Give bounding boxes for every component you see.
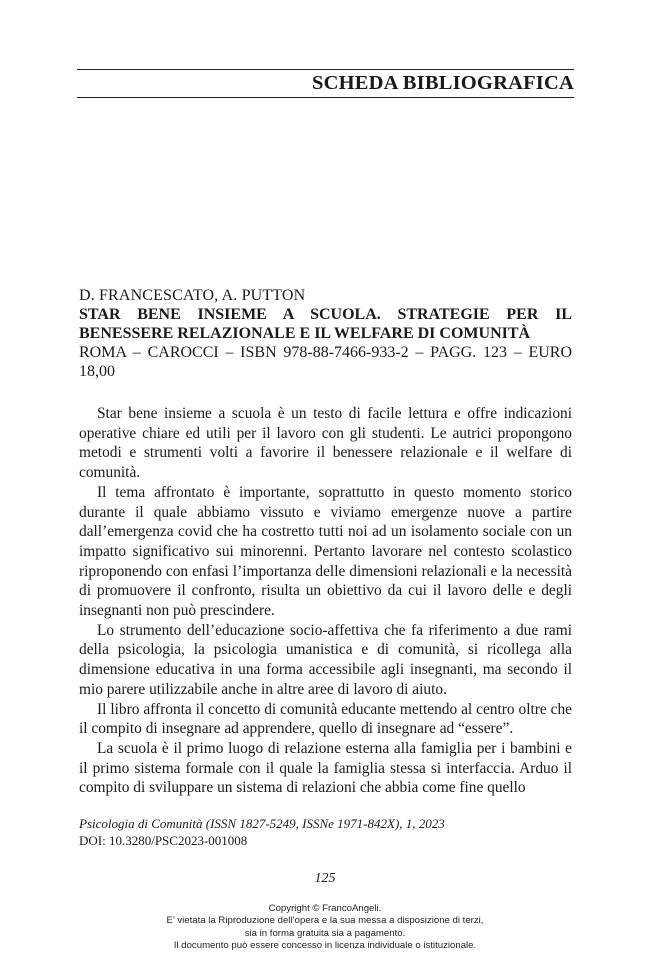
review-paragraph: Lo strumento dell’educazione socio-affettiva che fa riferimento a due rami della psicologia, la psicologia umanistica e di comunità, si ricollega alla dimensione educativa in una forma accessibile agli insegnanti, ma secondo il mio parere utilizzabile anche in altre aree di lavoro di aiuto. (79, 621, 572, 698)
review-paragraph: La scuola è il primo luogo di relazione esterna alla famiglia per i bambini e il primo sistema formale con il quale la famiglia stessa si interfaccia. Arduo il compito di sviluppare un sistema di relazioni che abbia come fine quello (79, 739, 572, 797)
book-title: STAR BENE INSIEME A SCUOLA. STRATEGIE PER IL BENESSERE RELAZIONALE E IL WELFARE DI COMUNITÀ (79, 306, 572, 342)
journal-footer (79, 815, 445, 849)
copyright-line: E’ vietata la Riproduzione dell’opera e la sua messa a disposizione di terzi, (166, 915, 484, 927)
copyright-line: sia in forma gratuita sia a pagamento. (244, 927, 406, 939)
review-paragraph: Il tema affrontato è importante, soprattutto in questo momento storico durante il quale abbiamo vissuto e viviamo emergenze nuove a partire dall’emergenza covid che ha costretto tutti noi ad un isolamento sociale con un impatto significativo sui minorenni. Pertanto lavorare nel contesto scolastico riproponendo con enfasi l’importanza delle dimensioni relazionali e la necessità di promuovere il confronto, risulta un obiettivo da cui il lavoro delle e degli insegnanti non può prescindere. (79, 483, 572, 620)
doi: DOI: 10.3280/PSC2023-001008 (79, 833, 248, 848)
bibliographic-entry (79, 286, 572, 381)
review-body (79, 404, 572, 798)
book-authors: D. FRANCESCATO, A. PUTTON (79, 287, 306, 304)
copyright-line: Copyright © FrancoAngeli. (268, 903, 382, 914)
journal-citation: Psicologia di Comunità (ISSN 1827-5249, ISSNe 1971-842X), 1, 2023 (79, 816, 445, 831)
copyright-line: Il documento può essere concesso in licenza individuale o istituzionale. (173, 939, 477, 951)
header-bottom-rule (77, 97, 574, 98)
book-publication-info: ROMA – CAROCCI – ISBN 978-88-7466-933-2 – PAGG. 123 – EURO 18,00 (79, 344, 572, 380)
page-number: 125 (314, 871, 336, 886)
review-paragraph: Star bene insieme a scuola è un testo di facile lettura e offre indicazioni operative chiare ed utili per il lavoro con gli studenti. Le autrici propongono metodi e strumenti volti a favorire il benessere relazionale e il welfare di comunità. (79, 405, 572, 482)
copyright-notice (0, 903, 650, 952)
section-title: SCHEDA BIBLIOGRAFICA (311, 72, 574, 94)
review-paragraph: Il libro affronta il concetto di comunità educante mettendo al centro oltre che il compito di insegnare ad apprendere, quello di insegnare ad “essere”. (79, 700, 572, 738)
